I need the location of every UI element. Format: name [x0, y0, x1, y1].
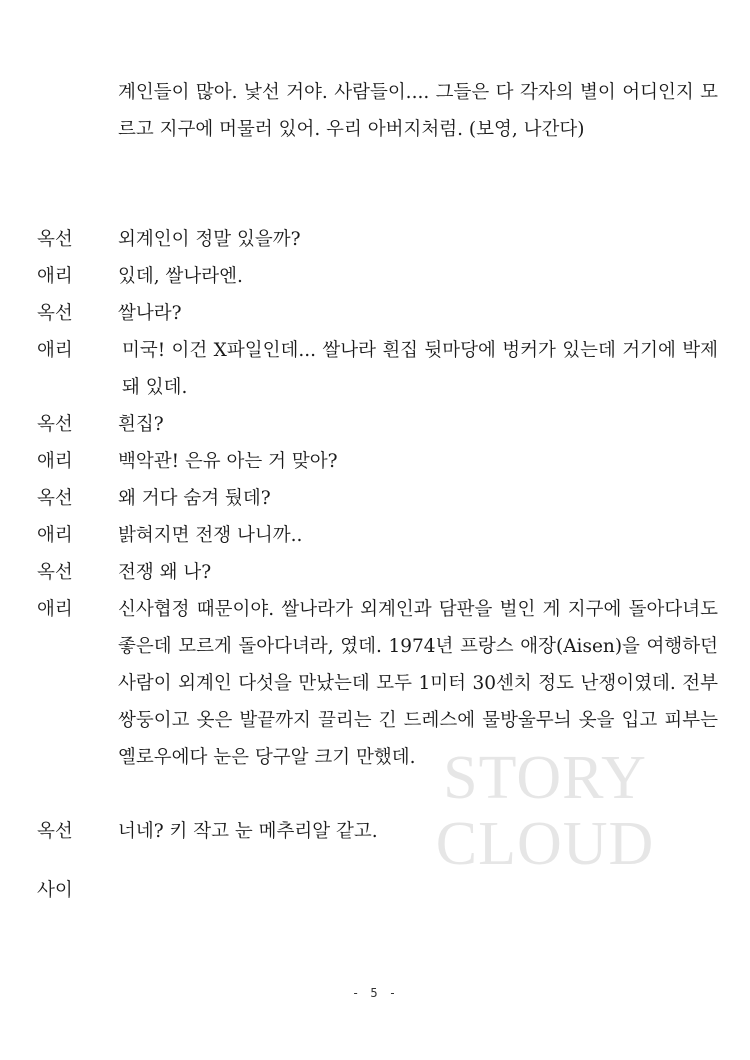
page-number: - 5 - [351, 986, 399, 1000]
dialogue-text: 외계인이 정말 있을까? [118, 229, 301, 250]
dialogue-text: 흰집? [118, 414, 164, 435]
dialogue-text: 너네? 키 작고 눈 메추리알 같고. [118, 821, 378, 842]
dialogue-text: 백악관! 은유 아는 거 맞아? [118, 451, 338, 472]
speaker-name: 애리 [37, 525, 73, 546]
watermark-line-1: STORY [443, 744, 647, 812]
speaker-name: 옥선 [37, 821, 73, 842]
dialogue-text: 밝혀지면 전쟁 나니까.. [118, 525, 303, 546]
speaker-name: 옥선 [37, 488, 73, 509]
dialogue-text: 왜 거다 숨겨 뒀데? [118, 488, 271, 509]
stage-direction: 사이 [37, 880, 73, 901]
speaker-name: 옥선 [37, 562, 73, 583]
speaker-name: 애리 [37, 599, 73, 620]
speaker-name: 옥선 [37, 414, 73, 435]
speaker-name: 애리 [37, 266, 73, 287]
speaker-name: 애리 [37, 340, 73, 361]
dialogue-text: 쌀나라? [118, 303, 182, 324]
dialogue-text: 미국! 이건 X파일인데... 쌀나라 흰집 뒷마당에 벙커가 있는데 거기에 박제돼 있데. [122, 340, 718, 398]
speaker-name: 애리 [37, 451, 73, 472]
speaker-name: 옥선 [37, 303, 73, 324]
speaker-name: 옥선 [37, 229, 73, 250]
dialogue-text: 전쟁 왜 나? [118, 562, 212, 583]
continued-dialogue: 계인들이 많아. 낯선 거야. 사람들이.... 그들은 다 각자의 별이 어디인지 모르고 지구에 머물러 있어. 우리 아버지처럼. (보영, 나간다) [118, 82, 718, 140]
dialogue-text: 신사협정 때문이야. 쌀나라가 외계인과 담판을 벌인 게 지구에 돌아다녀도 좋은데 모르게 돌아다녀라, 였데. 1974년 프랑스 애장(Aisen)을 여행하던 사람이 외계인 다섯을 만났는데 모두 1미터 30센치 정도 난쟁이였데. 전부 쌍둥이고 옷은 발끝까지 끌리는 긴 드레스에 물방울무늬 옷을 입고 피부는 옐로우에다 눈은 당구알 크기 만했데. [118, 599, 718, 768]
dialogue-text: 있데, 쌀나라엔. [118, 266, 243, 287]
watermark-line-2: CLOUD [435, 810, 655, 878]
